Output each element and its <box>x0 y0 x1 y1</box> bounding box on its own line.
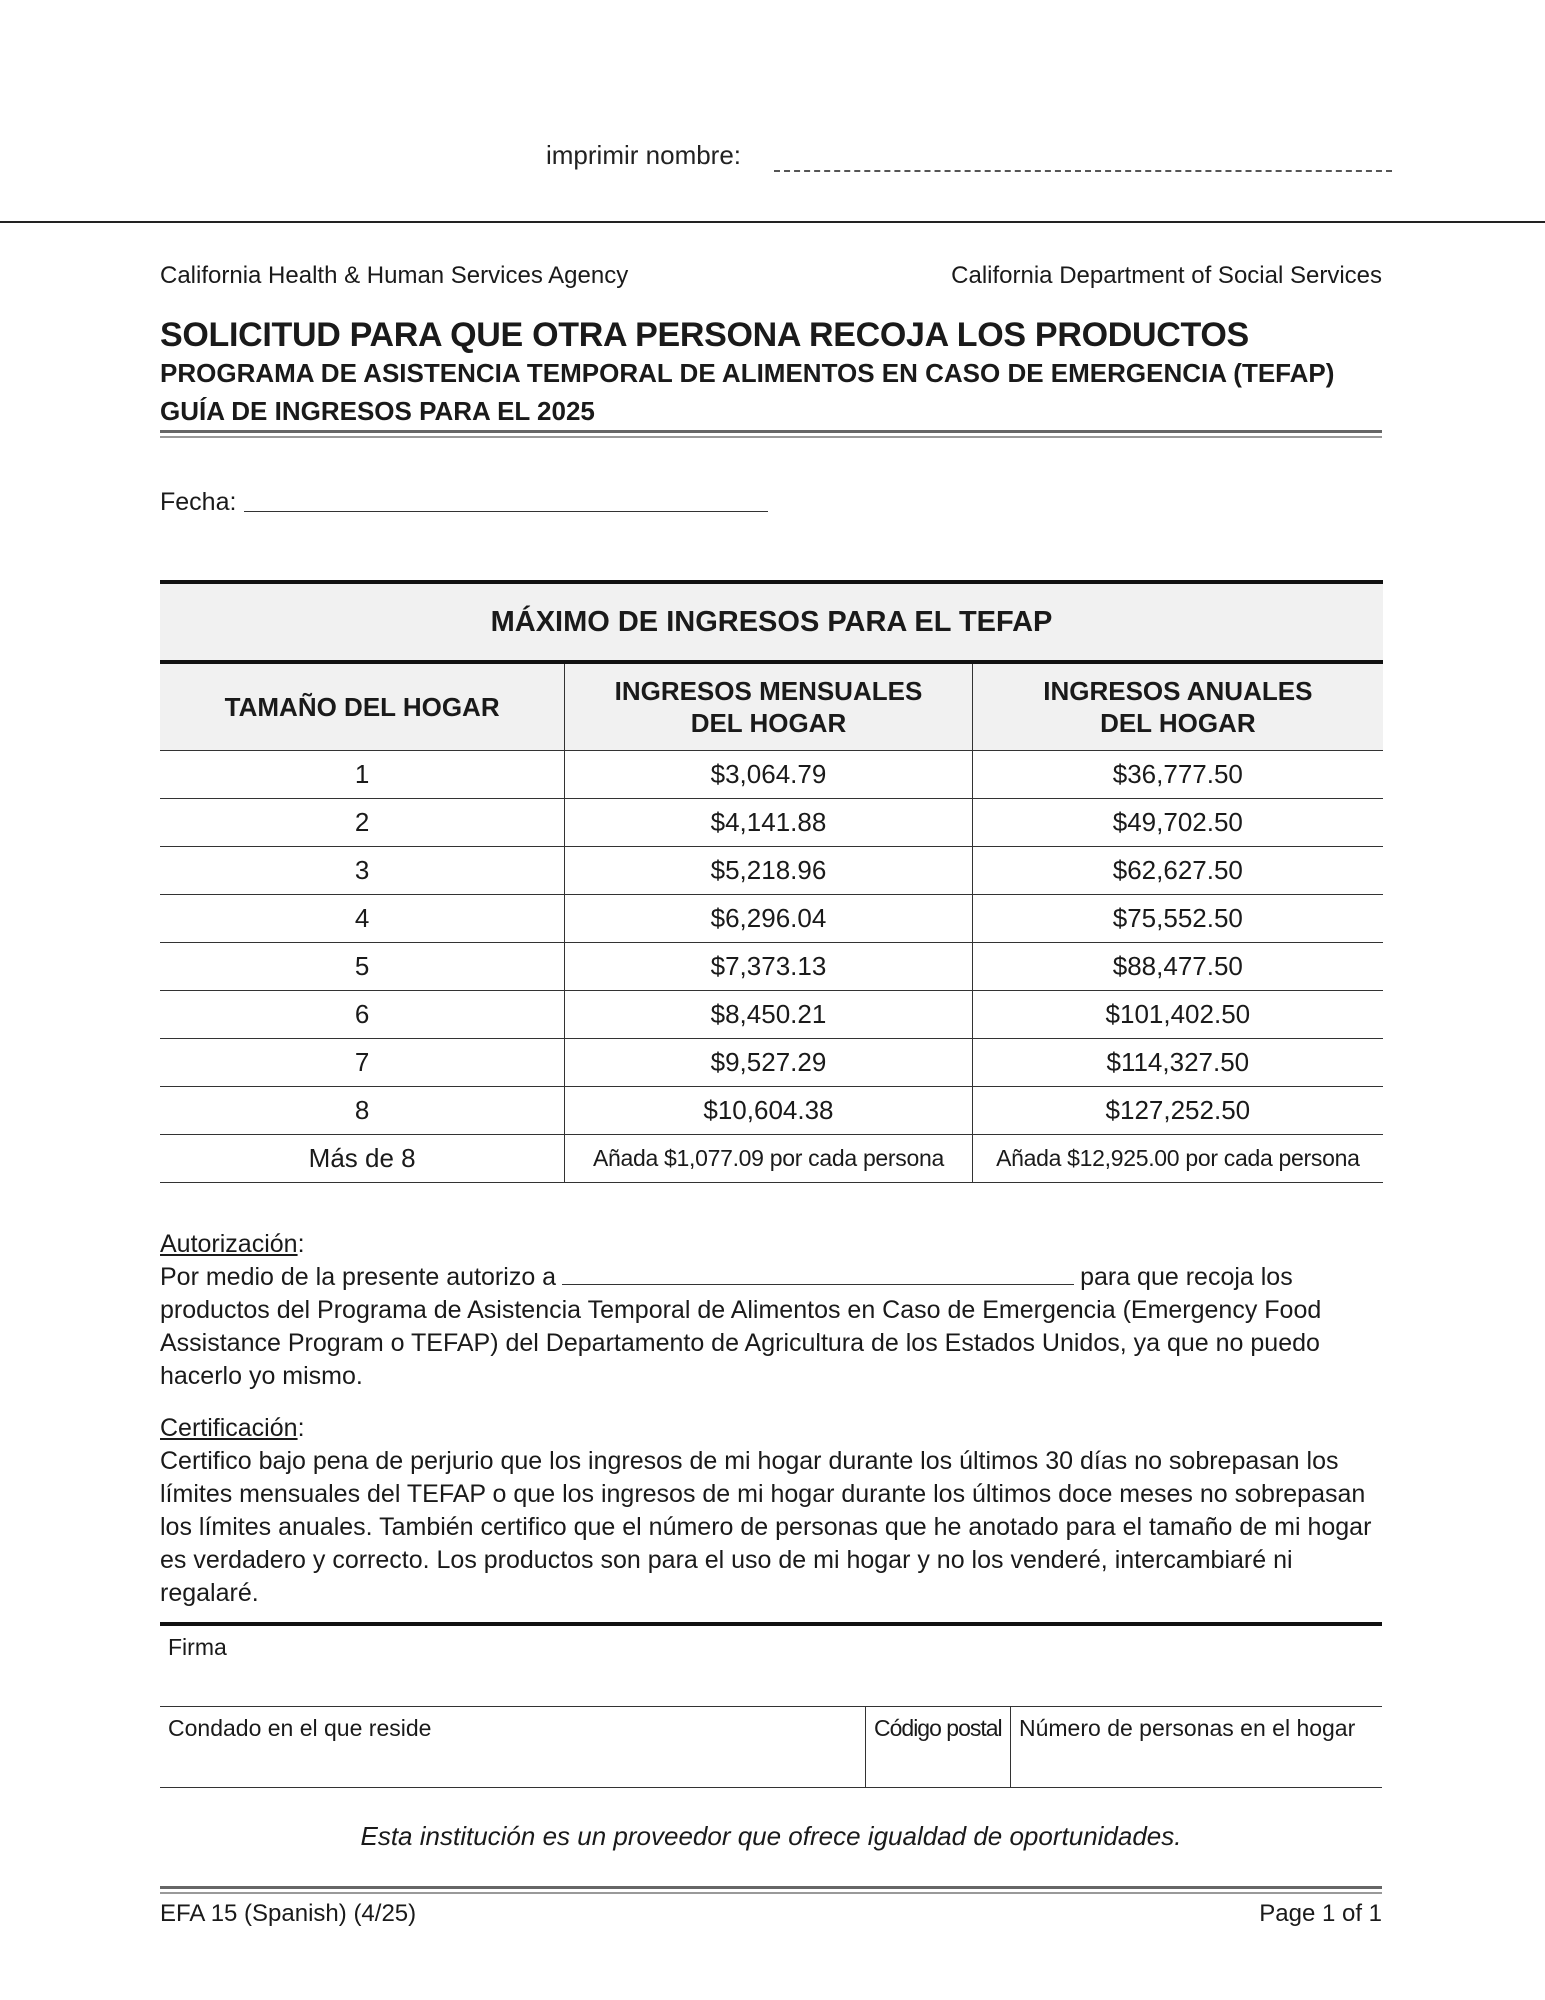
page-number: Page 1 of 1 <box>1259 1900 1382 1927</box>
top-divider <box>0 221 1545 223</box>
col-monthly-income: INGRESOS MENSUALES DEL HOGAR <box>565 662 972 751</box>
income-table-title: MÁXIMO DE INGRESOS PARA EL TEFAP <box>160 582 1383 662</box>
cell-monthly: $4,141.88 <box>565 799 972 847</box>
signature-block <box>160 1622 1382 1788</box>
footer <box>160 1900 1382 1928</box>
cell-size: 1 <box>160 751 565 799</box>
print-name-label: imprimir nombre: <box>546 140 742 170</box>
form-subtitle-guide: GUÍA DE INGRESOS PARA EL 2025 <box>160 396 595 426</box>
cell-monthly: $6,296.04 <box>565 895 972 943</box>
cell-annual: $75,552.50 <box>972 895 1383 943</box>
table-row <box>160 1039 1383 1087</box>
cell-annual: Añada $12,925.00 por cada persona <box>972 1135 1383 1183</box>
cell-size: 6 <box>160 991 565 1039</box>
postal-code-field[interactable] <box>865 1707 1010 1787</box>
table-row <box>160 799 1383 847</box>
print-name-field[interactable] <box>774 170 1392 172</box>
county-field[interactable] <box>160 1707 865 1787</box>
household-persons-field[interactable] <box>1010 1707 1382 1787</box>
title-divider <box>160 430 1382 438</box>
certification-label: Certificación <box>160 1414 298 1442</box>
table-row <box>160 991 1383 1039</box>
cell-size: 8 <box>160 1087 565 1135</box>
col-annual-income: INGRESOS ANUALES DEL HOGAR <box>972 662 1383 751</box>
income-table <box>160 580 1383 1183</box>
cell-monthly: Añada $1,077.09 por cada persona <box>565 1135 972 1183</box>
footer-divider <box>160 1886 1382 1894</box>
cell-size: Más de 8 <box>160 1135 565 1183</box>
equal-opportunity-statement: Esta institución es un proveedor que ofrece igualdad de oportunidades. <box>360 1821 1182 1851</box>
cell-monthly: $5,218.96 <box>565 847 972 895</box>
certification-section: Certificación: Certifico bajo pena de perjurio que los ingresos de mi hogar durante los últimos 30 días no sobrepasan los límites mensuales del TEFAP o que los ingresos de mi hogar durante los últimos doce meses no sobrepasan los límites anuales. También certifico que el número de personas que he anotado para el tamaño de mi hogar es verdadero y correcto. Los productos son para el uso de mi hogar y no los venderé, intercambiaré ni regalaré. <box>160 1412 1385 1610</box>
col-household-size: TAMAÑO DEL HOGAR <box>160 662 565 751</box>
cell-size: 5 <box>160 943 565 991</box>
signature-label: Firma <box>168 1634 227 1660</box>
authorization-section: Autorización: Por medio de la presente autorizo a para que recoja los productos del Programa de Asistencia Temporal de Alimentos en Caso de Emergencia (Emergency Food Assistance Program o TEFAP) del Departamento de Agricultura de los Estados Unidos, ya que no puedo hacerlo yo mismo. <box>160 1230 1322 1390</box>
cell-annual: $88,477.50 <box>972 943 1383 991</box>
cell-monthly: $7,373.13 <box>565 943 972 991</box>
table-row <box>160 847 1383 895</box>
cell-annual: $36,777.50 <box>972 751 1383 799</box>
agency-header <box>160 262 1382 290</box>
date-label: Fecha: <box>160 488 237 516</box>
authorization-label: Autorización <box>160 1230 298 1258</box>
agency-right: California Department of Social Services <box>951 262 1382 289</box>
postal-code-label: Código postal <box>874 1715 1002 1741</box>
cell-size: 2 <box>160 799 565 847</box>
authorized-person-field[interactable] <box>562 1264 1074 1285</box>
table-row <box>160 943 1383 991</box>
cell-annual: $49,702.50 <box>972 799 1383 847</box>
table-row <box>160 751 1383 799</box>
cell-monthly: $10,604.38 <box>565 1087 972 1135</box>
form-subtitle-program: PROGRAMA DE ASISTENCIA TEMPORAL DE ALIMENTOS EN CASO DE EMERGENCIA (TEFAP) <box>160 358 1335 388</box>
agency-left: California Health & Human Services Agency <box>160 262 629 289</box>
form-id: EFA 15 (Spanish) (4/25) <box>160 1900 417 1927</box>
form-title: SOLICITUD PARA QUE OTRA PERSONA RECOJA LOS PRODUCTOS <box>160 316 1249 354</box>
authorization-text-end: para que recoja los productos del Programa de Asistencia Temporal de Alimentos en Caso de Emergencia (Emergency Food Assistance Program o TEFAP) del Departamento de Agricultura de los Estados Unidos, ya que no puedo hacerlo yo mismo. <box>160 1263 1322 1390</box>
cell-annual: $62,627.50 <box>972 847 1383 895</box>
table-row <box>160 1135 1383 1183</box>
cell-size: 7 <box>160 1039 565 1087</box>
date-field[interactable] <box>244 511 768 512</box>
cell-monthly: $9,527.29 <box>565 1039 972 1087</box>
cell-size: 4 <box>160 895 565 943</box>
cell-monthly: $3,064.79 <box>565 751 972 799</box>
authorization-text-start: Por medio de la presente autorizo a <box>160 1263 557 1291</box>
cell-annual: $101,402.50 <box>972 991 1383 1039</box>
cell-annual: $127,252.50 <box>972 1087 1383 1135</box>
cell-monthly: $8,450.21 <box>565 991 972 1039</box>
household-persons-label: Número de personas en el hogar <box>1019 1715 1356 1741</box>
county-label: Condado en el que reside <box>168 1715 432 1741</box>
cell-annual: $114,327.50 <box>972 1039 1383 1087</box>
certification-text: Certifico bajo pena de perjurio que los ingresos de mi hogar durante los últimos 30 días no sobrepasan los límites mensuales del TEFAP o que los ingresos de mi hogar durante los últimos doce meses no sobrepasan los límites anuales. También certifico que el número de personas que he anotado para el tamaño de mi hogar es verdadero y correcto. Los productos son para el uso de mi hogar y no los venderé, intercambiaré ni regalaré. <box>160 1447 1372 1607</box>
table-row <box>160 1087 1383 1135</box>
table-row <box>160 895 1383 943</box>
cell-size: 3 <box>160 847 565 895</box>
signature-field[interactable] <box>160 1622 1382 1707</box>
